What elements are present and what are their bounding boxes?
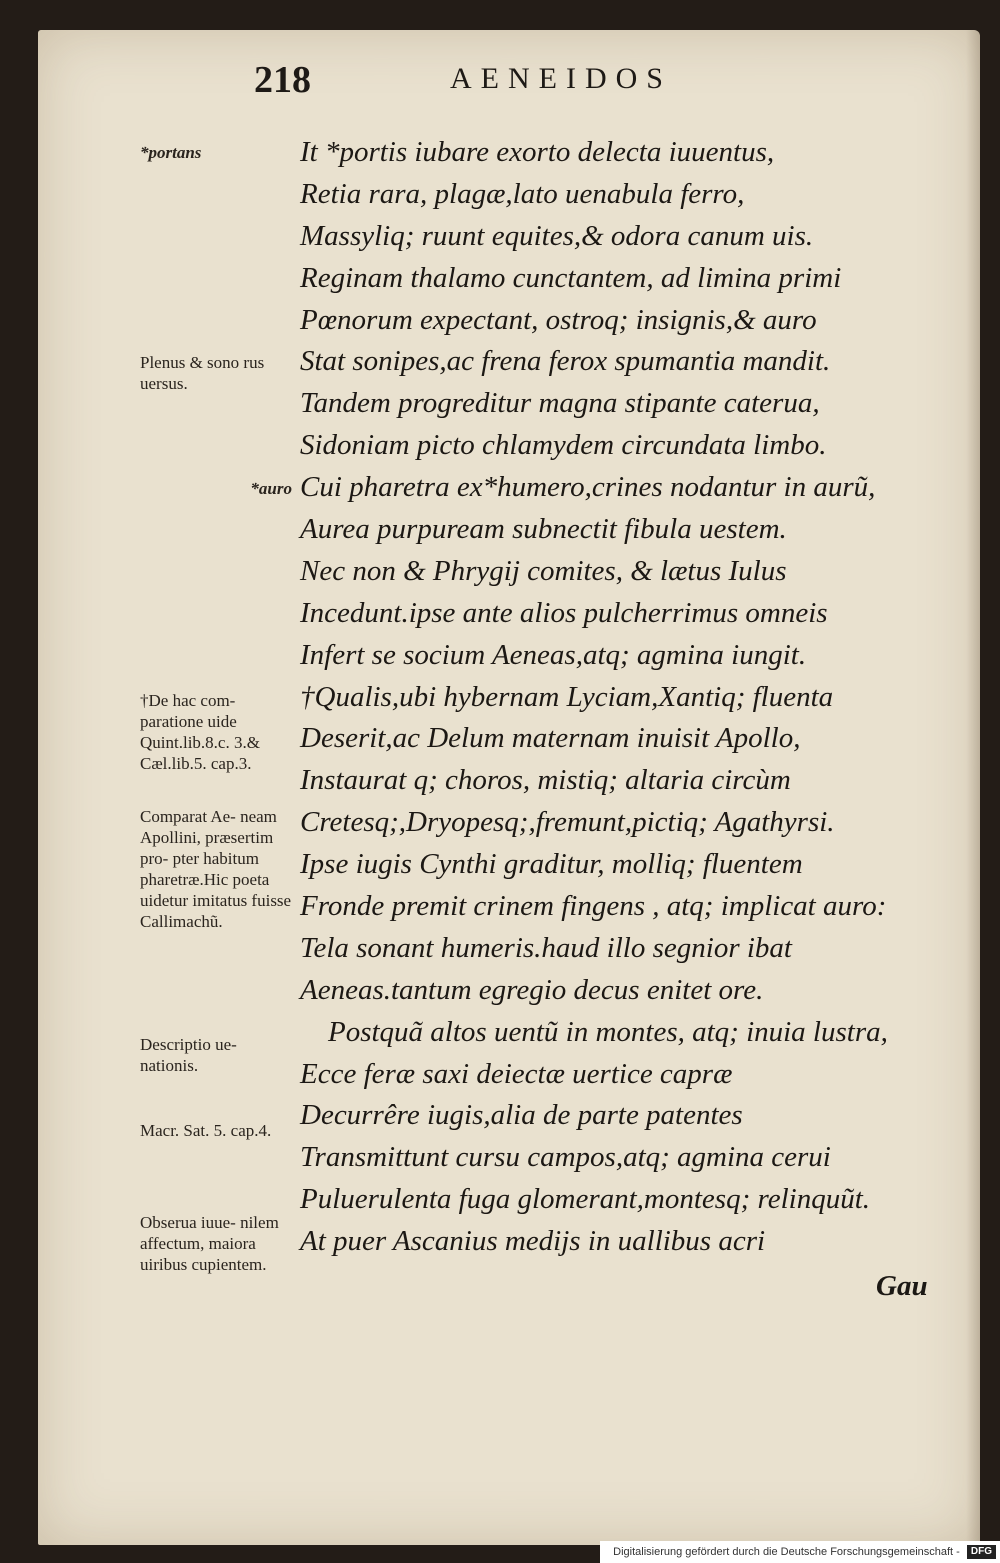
- verse-line: At puer Ascanius medijs in uallibus acri: [300, 1225, 766, 1258]
- verse-line: Retia rara, plagæ,lato uenabula ferro,: [300, 177, 745, 210]
- verse-line: Decurrêre iugis,alia de parte patentes: [300, 1099, 743, 1132]
- verse-line: Nec non & Phrygij comites, & lætus Iulus: [300, 554, 787, 587]
- verse-line: Deserit,ac Delum maternam inuisit Apollo,: [300, 722, 801, 755]
- credit-text: Digitalisierung gefördert durch die Deutsche Forschungsgemeinschaft -: [613, 1546, 960, 1558]
- verse-line: †Qualis,ubi hybernam Lyciam,Xantiq; fluenta: [300, 680, 834, 713]
- verse-line: Pœnorum expectant, ostroq; insignis,& auro: [300, 303, 817, 336]
- page-header: [254, 58, 774, 106]
- margin-note-descriptio: Descriptio ue- nationis.: [140, 1035, 237, 1075]
- verse-line: Aeneas.tantum egregio decus enitet ore.: [300, 973, 764, 1006]
- verse-line: Reginam thalamo cunctantem, ad limina primi: [300, 261, 842, 294]
- verse-line: Stat sonipes,ac frena ferox spumantia mandit.: [300, 345, 831, 378]
- margin-note-plenus: Plenus & sono rus uersus.: [140, 353, 265, 393]
- verse-line: Cretesq;,Dryopesq;,fremunt,pictiq; Agathyrsi.: [300, 806, 835, 839]
- verse-line: Massyliq; ruunt equites,& odora canum uis.: [300, 219, 814, 252]
- verse-line: Cui pharetra ex*humero,crines nodantur in aurũ,: [300, 471, 876, 504]
- digitization-credit: [600, 1541, 1000, 1563]
- verse-line: Sidoniam picto chlamydem circundata limbo.: [300, 429, 827, 462]
- verse-line: Aurea purpuream subnectit fibula uestem.: [300, 513, 787, 546]
- verse-line: Puluerulenta fuga glomerant,montesq; relinquũt.: [300, 1183, 871, 1216]
- verse-line: Ipse iugis Cynthi graditur, molliq; fluentem: [300, 848, 803, 881]
- verse-line: Fronde premit crinem fingens , atq; implicat auro:: [300, 890, 887, 923]
- verse-line: Tandem progreditur magna stipante caterua,: [300, 387, 820, 420]
- margin-note-portans: *portans: [140, 143, 202, 162]
- verse-line: Tela sonant humeris.haud illo segnior ibat: [300, 931, 792, 964]
- verse-column: [300, 132, 960, 1263]
- verse-line: Instaurat q; choros, mistiq; altaria circùm: [300, 764, 791, 797]
- margin-note-de-hac: †De hac com- paratione uide Quint.lib.8.c. 3.& Cæl.lib.5. cap.3.: [140, 691, 260, 773]
- margin-note-obserua: Obserua iuue- nilem affectum, maiora uiribus cupientem.: [140, 1213, 279, 1274]
- page-number: 218: [254, 59, 311, 101]
- verse-line: Infert se socium Aeneas,atq; agmina iungit.: [300, 638, 807, 671]
- verse-line: Postquã altos uentũ in montes, atq; inuia lustra,: [328, 1015, 888, 1048]
- verse-line: Transmittunt cursu campos,atq; agmina cerui: [300, 1141, 831, 1174]
- margin-note-comparat: Comparat Ae- neam Apollini, præsertim pro- pter habitum pharetræ.Hic poeta uidetur imitatus fuisse Callimachũ.: [140, 807, 292, 931]
- catchword: Gau: [876, 1270, 928, 1302]
- dfg-logo: DFG: [967, 1545, 996, 1559]
- margin-note-auro: *auro: [250, 479, 292, 498]
- running-title: AENEIDOS: [450, 62, 672, 95]
- verse-line: It *portis iubare exorto delecta iuuentus,: [300, 136, 775, 168]
- margin-note-macr: Macr. Sat. 5. cap.4.: [140, 1121, 272, 1140]
- verse-line: Incedunt.ipse ante alios pulcherrimus omneis: [300, 596, 828, 629]
- verse-line: Ecce feræ saxi deiectæ uertice capræ: [300, 1057, 733, 1090]
- page-edge-shadow: [966, 30, 980, 1545]
